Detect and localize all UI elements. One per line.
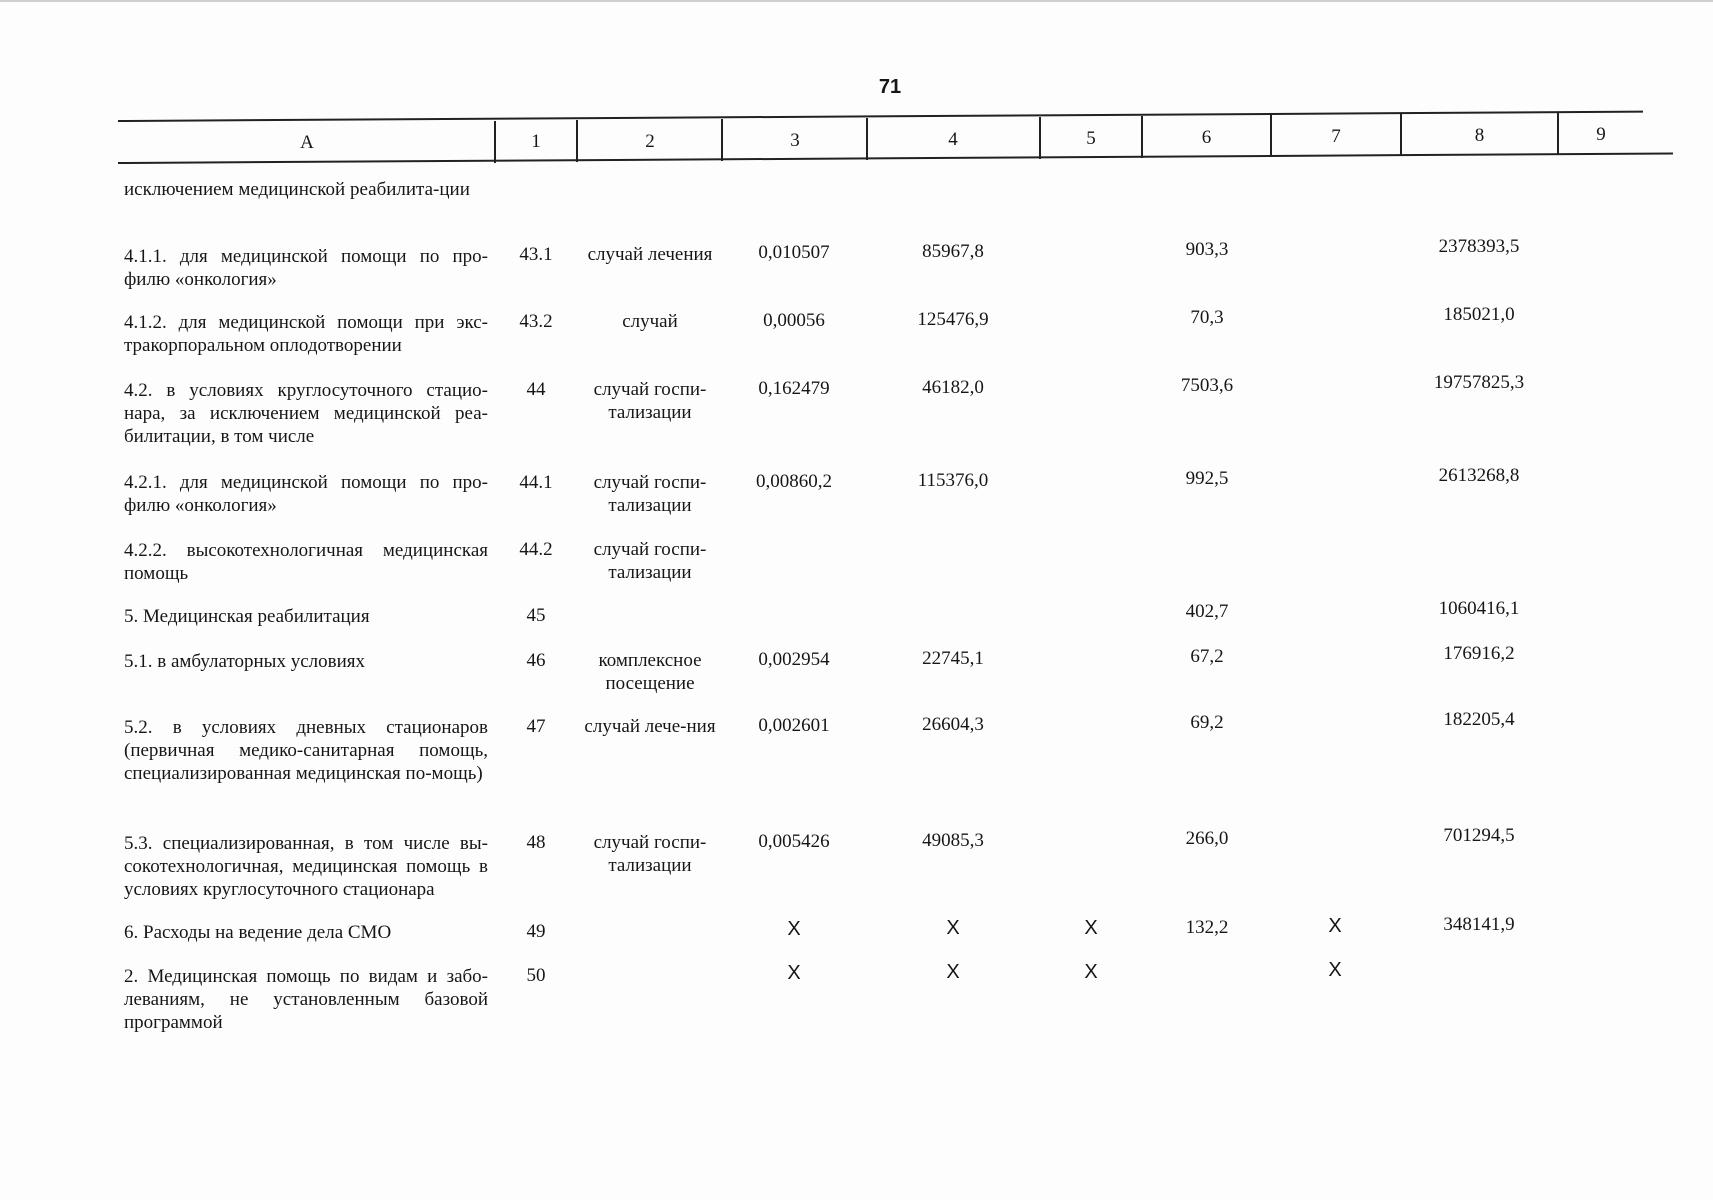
row-2-col-2: случай <box>622 311 678 332</box>
header-col-3: 3 <box>790 130 800 151</box>
row-4-col-6: 992,5 <box>1185 468 1229 489</box>
row-8-col-1: 47 <box>526 716 546 737</box>
page-number: 71 <box>878 76 902 98</box>
row-4-col-3: 0,00860,2 <box>756 471 832 492</box>
row-3-label: 4.2. в условиях круглосуточного стацио-нара, за исключением медицинской реа-билитации, в том числе <box>124 380 488 447</box>
row-11-col-3: X <box>787 962 801 984</box>
header-col-2: 2 <box>645 131 655 152</box>
row-6-col-1: 45 <box>526 605 546 626</box>
row-4-col-8: 2613268,8 <box>1438 465 1520 486</box>
header-divider-1 <box>494 121 496 163</box>
row-1-col-8: 2378393,5 <box>1438 236 1520 257</box>
row-3-col-4: 46182,0 <box>922 377 984 398</box>
row-11-col-5: X <box>1084 961 1098 983</box>
row-4-label: 4.2.1. для медицинской помощи по про-филю «онкология» <box>124 472 488 516</box>
header-col-1: 1 <box>531 131 541 152</box>
row-4-col-2: случай госпи-тализации <box>593 472 707 516</box>
header-col-6: 6 <box>1201 127 1212 148</box>
row-9-col-4: 49085,3 <box>922 830 984 851</box>
row-7-col-1: 46 <box>526 650 546 671</box>
row-2-col-3: 0,00056 <box>763 310 825 331</box>
row-10-col-8: 348141,9 <box>1443 914 1515 935</box>
row-9-col-8: 701294,5 <box>1443 825 1515 846</box>
row-3-col-6: 7503,6 <box>1180 375 1234 396</box>
row-5-col-2: случай госпи-тализации <box>593 539 707 583</box>
row-10-col-3: X <box>787 918 801 940</box>
row-7-col-6: 67,2 <box>1190 646 1224 667</box>
row-11-label: 2. Медицинская помощь по видам и забо-леваниям, не установленным базовой программой <box>124 966 488 1033</box>
row-5-col-1: 44.2 <box>519 539 553 560</box>
row-10-label: 6. Расходы на ведение дела СМО <box>124 922 392 943</box>
row-8-col-2: случай лече-ния <box>584 716 716 737</box>
row-1-label: 4.1.1. для медицинской помощи по про-филю «онкология» <box>124 246 488 290</box>
row-2-label: 4.1.2. для медицинской помощи при экс-тракорпоральном оплодотворении <box>124 312 488 356</box>
row-8-col-3: 0,002601 <box>758 715 830 736</box>
row-7-label: 5.1. в амбулаторных условиях <box>124 651 365 672</box>
header-top-border <box>118 111 1643 122</box>
row-6-label: 5. Медицинская реабилитация <box>124 606 370 627</box>
row-10-col-7: X <box>1328 915 1342 937</box>
row-9-col-3: 0,005426 <box>758 831 830 852</box>
row-7-col-2: комплексное посещение <box>598 650 702 694</box>
row-11-col-1: 50 <box>526 965 546 986</box>
scan-edge-line <box>0 0 1713 2</box>
row-1-col-4: 85967,8 <box>922 241 984 262</box>
row-2-col-8: 185021,0 <box>1443 304 1515 325</box>
row-3-col-2: случай госпи-тализации <box>593 379 707 423</box>
row-10-col-1: 49 <box>526 921 546 942</box>
row-1-col-3: 0,010507 <box>758 242 830 263</box>
row-4-col-1: 44.1 <box>519 472 553 493</box>
row-3-col-8: 19757825,3 <box>1433 372 1525 393</box>
header-divider-2 <box>576 120 578 162</box>
row-3-col-1: 44 <box>526 379 546 400</box>
header-bottom-border <box>118 153 1673 164</box>
row-7-col-4: 22745,1 <box>922 648 984 669</box>
row-2-col-4: 125476,9 <box>917 309 989 330</box>
row-11-col-7: X <box>1328 959 1342 981</box>
row-10-col-5: X <box>1084 917 1098 939</box>
row-1-col-2: случай лечения <box>587 244 713 265</box>
row-7-col-3: 0,002954 <box>758 649 830 670</box>
row-6-col-8: 1060416,1 <box>1438 598 1520 619</box>
row-2-col-6: 70,3 <box>1190 307 1224 328</box>
row-8-col-8: 182205,4 <box>1443 709 1515 730</box>
row-2-col-1: 43.2 <box>519 311 553 332</box>
row-1-col-1: 43.1 <box>519 244 553 265</box>
header-col-7: 7 <box>1331 126 1341 147</box>
row-11-col-4: X <box>946 961 960 983</box>
row-8-col-4: 26604,3 <box>922 714 984 735</box>
row-5-label: 4.2.2. высокотехнологичная медицинская помощь <box>124 540 488 584</box>
row-8-label: 5.2. в условиях дневных стационаров (первичная медико-санитарная помощь, специализированная медицинская по-мощь) <box>124 717 488 784</box>
header-col-4: 4 <box>948 129 958 150</box>
row-0-label: исключением медицинской реабилита-ции <box>124 179 470 200</box>
row-8-col-6: 69,2 <box>1190 712 1224 733</box>
header-col-8: 8 <box>1474 125 1485 146</box>
row-6-col-6: 402,7 <box>1185 601 1229 622</box>
row-9-col-2: случай госпи-тализации <box>593 832 707 876</box>
header-col-a: А <box>300 132 314 153</box>
row-9-label: 5.3. специализированная, в том числе вы-сокотехнологичная, медицинская помощь в условиях круглосуточного стационара <box>124 833 488 900</box>
row-4-col-4: 115376,0 <box>917 470 989 491</box>
row-1-col-6: 903,3 <box>1185 239 1229 260</box>
row-9-col-6: 266,0 <box>1185 828 1229 849</box>
row-7-col-8: 176916,2 <box>1443 643 1515 664</box>
row-9-col-1: 48 <box>526 832 546 853</box>
row-10-col-4: X <box>946 917 960 939</box>
header-col-5: 5 <box>1086 128 1096 149</box>
row-3-col-3: 0,162479 <box>758 378 830 399</box>
header-col-9: 9 <box>1596 124 1606 145</box>
header-divider-3 <box>721 119 723 161</box>
row-10-col-6: 132,2 <box>1185 917 1229 938</box>
